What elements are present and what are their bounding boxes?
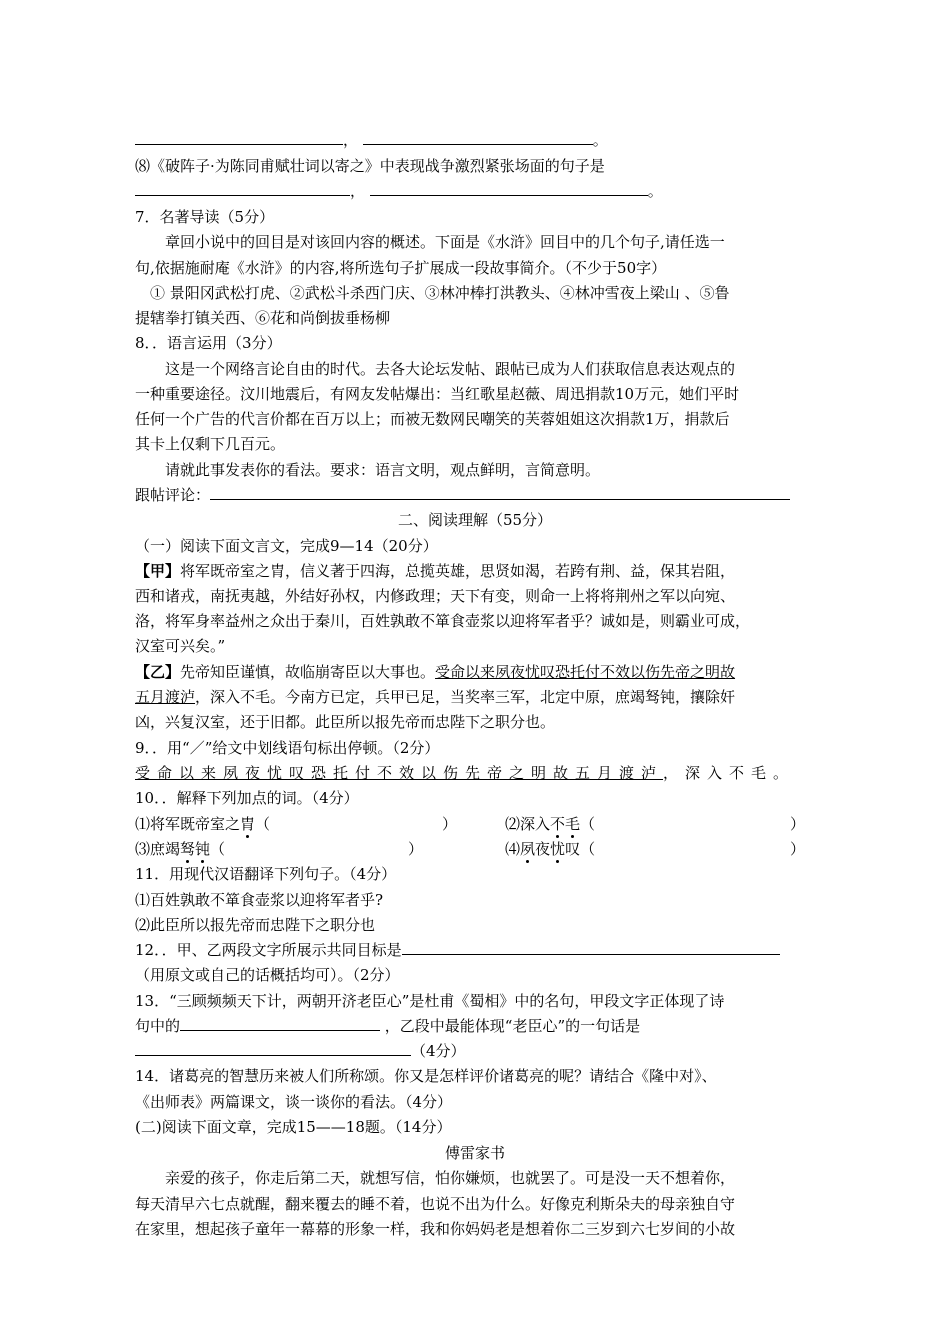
answer-blank[interactable] <box>180 1016 380 1031</box>
dotted-word: 忧 <box>550 840 566 858</box>
q13-line-1: 13．“三顾频频天下计，两朝开济老臣心”是杜甫《蜀相》中的名句，甲段文字正体现了诗 <box>135 992 725 1010</box>
comment-label: 跟帖评论： <box>135 486 211 504</box>
dotted-word: 夙 <box>520 840 536 858</box>
answer-blank[interactable] <box>135 181 350 196</box>
q8-comment-line <box>135 485 790 505</box>
passage-yi-label: 【乙】 <box>135 663 181 681</box>
passage-jia-line: 汉室可兴矣。” <box>135 637 226 655</box>
answer-blank[interactable] <box>370 181 648 196</box>
passage-jia-line: 【甲】将军既帝室之胄，信义著于四海，总揽英雄，思贤如渴，若跨有荆、益，保其岩阻， <box>135 562 736 580</box>
part-one-title: （一）阅读下面文言文，完成9—14（20分） <box>135 537 438 555</box>
q10-item-1-close: ） <box>442 815 458 833</box>
answer-blank[interactable] <box>363 130 593 145</box>
q13-line-3: （4分） <box>135 1041 466 1061</box>
q14-line-1: 14．诸葛亮的智慧历来被人们所称颂。你又是怎样评价诸葛亮的呢？请结合《隆中对》、 <box>135 1067 717 1085</box>
q7-options: 提辖拳打镇关西、⑥花和尚倒拔垂杨柳 <box>135 309 391 327</box>
q13-line-2: 句中的 ，乙段中最能体现“老臣心”的一句话是 <box>135 1017 641 1035</box>
q6-answer-line-1: ， 。 <box>135 130 608 150</box>
q11-sentence-2: ⑵此臣所以报先帝而忠陛下之职分也 <box>135 916 376 934</box>
q9-underlined-sentence: 受命以来夙夜忧叹恐托付不效以伤先帝之明故五月渡泸 <box>135 764 664 782</box>
dotted-word: 钝 <box>195 840 211 858</box>
passage-yi-line: 凶，兴复汉室，还于旧都。此臣所以报先帝而忠陛下之职分也。 <box>135 713 556 731</box>
passage-yi-line: 【乙】先帝知臣谨慎，故临崩寄臣以大事也。受命以来夙夜忧叹恐托付不效以伤先帝之明故 <box>135 663 736 681</box>
dotted-word: 驽 <box>180 840 196 858</box>
q8-paragraph: 任何一个广告的代言价都在百万以上；而被无数网民嘲笑的芙蓉姐姐这次捐款1万，捐款后 <box>135 410 730 428</box>
q8-paragraph: 一种重要途径。汶川地震后，有网友发帖爆出：当红歌星赵薇、周迅捐款10万元，她们平时 <box>135 385 740 403</box>
q10-item-2-close: ） <box>790 815 806 833</box>
dotted-word: 胄 <box>240 815 256 833</box>
q11-title: 11．用现代汉语翻译下列句子。（4分） <box>135 865 397 883</box>
underlined-sentence: 受命以来夙夜忧叹恐托付不效以伤先帝之明故 <box>435 663 736 681</box>
q8-paragraph: 这是一个网络言论自由的时代。去各大论坛发帖、跟帖已成为人们获取信息表达观点的 <box>165 360 736 378</box>
passage-jia-line: 洛，将军身率益州之众出于秦川，百姓孰敢不箪食壶浆以迎将军者乎？诚如是，则霸业可成， <box>135 612 751 630</box>
q8-title: 8．．语言运用（3分） <box>135 334 282 352</box>
article-title: 傅雷家书 <box>444 1144 505 1162</box>
q7-paragraph: 句,依据施耐庵《水浒》的内容,将所选句子扩展成一段故事简介。（不少于50字） <box>135 259 667 277</box>
part-two-title: (二)阅读下面文章，完成15——18题。（14分） <box>135 1118 452 1136</box>
q10-item-3: ⑶庶竭驽钝（ <box>135 840 226 858</box>
q10-item-4: ⑷夙夜忧叹（ <box>505 840 596 858</box>
comment-blank[interactable] <box>210 485 790 500</box>
q7-title: 7．名著导读（5分） <box>135 208 275 226</box>
q7-options: ① 景阳冈武松打虎、②武松斗杀西门庆、③林冲棒打洪教头、④林冲雪夜上梁山 、⑤鲁 <box>150 284 730 302</box>
q9-sentence: 受命以来夙夜忧叹恐托付不效以伤先帝之明故五月渡泸，深入不毛。 <box>135 764 796 782</box>
q10-item-1: ⑴将军既帝室之胄（ <box>135 815 271 833</box>
article-paragraph: 亲爱的孩子，你走后第二天，就想写信，怕你嫌烦，也就罢了。可是没一天不想着你， <box>165 1169 736 1187</box>
passage-jia-label: 【甲】 <box>135 562 181 580</box>
section-title: 二、阅读理解（55分） <box>397 511 553 529</box>
dotted-word: 毛 <box>565 815 581 833</box>
dotted-word: 不 <box>550 815 566 833</box>
q9-title: 9．．用“／”给文中划线语句标出停顿。（2分） <box>135 739 440 757</box>
q10-title: 10．．解释下列加点的词。（4分） <box>135 789 359 807</box>
passage-yi-line: 五月渡泸，深入不毛。今南方已定，兵甲已足，当奖率三军，北定中原，庶竭驽钝，攘除奸 <box>135 688 736 706</box>
article-paragraph: 在家里，想起孩子童年一幕幕的形象一样，我和你妈妈老是想着你二三岁到六七岁间的小故 <box>135 1220 736 1238</box>
q10-item-3-close: ） <box>408 840 424 858</box>
answer-blank[interactable] <box>402 940 780 955</box>
q6-item-8: ⑻《破阵子·为陈同甫赋壮词以寄之》中表现战争激烈紧张场面的句子是 <box>135 157 605 175</box>
q11-sentence-1: ⑴百姓孰敢不箪食壶浆以迎将军者乎? <box>135 891 384 909</box>
q12-note: （用原文或自己的话概括均可）。（2分） <box>135 966 400 984</box>
q12-line: 12．．甲、乙两段文字所展示共同目标是 <box>135 940 780 960</box>
q10-item-4-close: ） <box>790 840 806 858</box>
q7-paragraph: 章回小说中的回目是对该回内容的概述。下面是《水浒》回目中的几个句子,请任选一 <box>165 233 725 251</box>
passage-jia-line: 西和诸戎，南抚夷越，外结好孙权，内修政理；天下有变，则命一上将将荆州之军以向宛、 <box>135 587 736 605</box>
q8-paragraph: 其卡上仅剩下几百元。 <box>135 435 286 453</box>
answer-blank[interactable] <box>135 1041 411 1056</box>
q14-line-2: 《出师表》两篇课文，谈一谈你的看法。（4分） <box>135 1093 453 1111</box>
q10-item-2: ⑵深入不毛（ <box>505 815 596 833</box>
q8-requirement: 请就此事发表你的看法。要求：语言文明，观点鲜明，言简意明。 <box>165 461 601 479</box>
q6-answer-line-8: ， 。 <box>135 181 663 201</box>
underlined-sentence: 五月渡泸 <box>135 688 196 706</box>
answer-blank[interactable] <box>135 130 343 145</box>
article-paragraph: 每天清早六七点就醒，翻来覆去的睡不着，也说不出为什么。好像克利斯朵夫的母亲独自守 <box>135 1195 736 1213</box>
